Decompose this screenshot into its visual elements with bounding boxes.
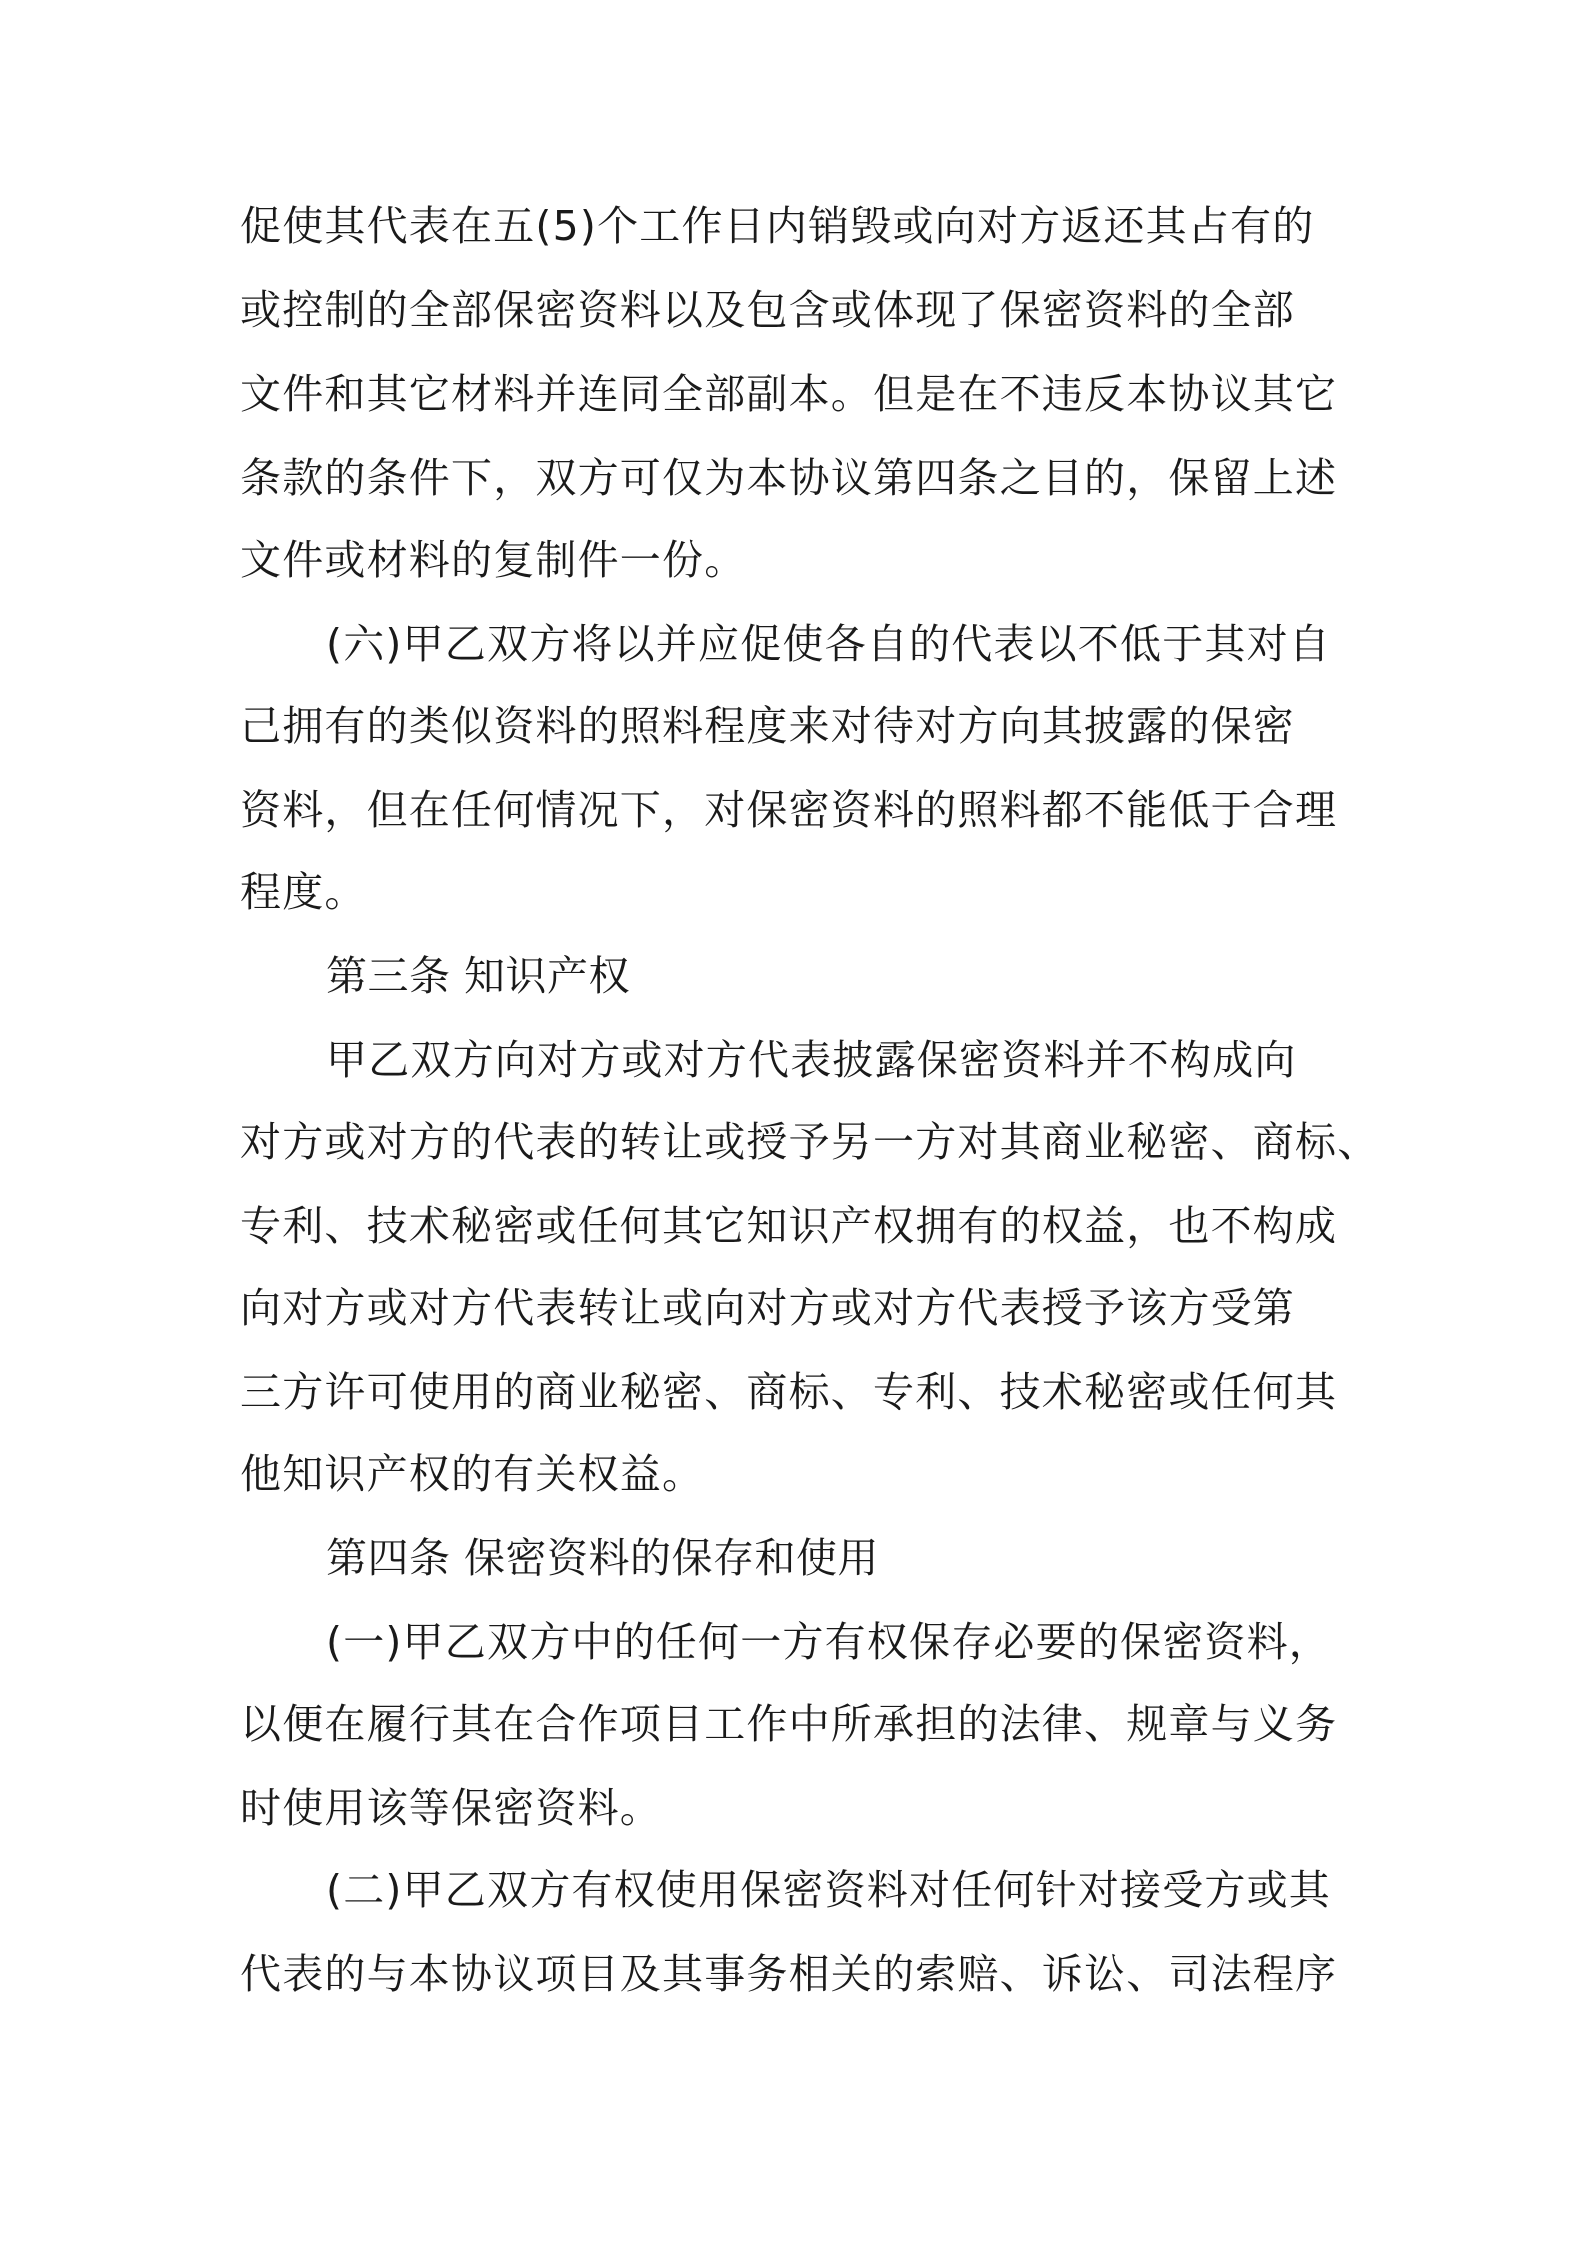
paragraph-line: 对方或对方的代表的转让或授予另一方对其商业秘密、商标、 (240, 1118, 1380, 1166)
paragraph-line: 他知识产权的有关权益。 (240, 1450, 705, 1498)
paragraph-line: 文件或材料的复制件一份。 (240, 536, 747, 584)
paragraph-line: 文件和其它材料并连同全部副本。但是在不违反本协议其它 (240, 370, 1338, 418)
paragraph-line: 己拥有的类似资料的照料程度来对待对方向其披露的保密 (240, 702, 1295, 750)
paragraph-line: 以便在履行其在合作项目工作中所承担的法律、规章与义务 (240, 1700, 1338, 1748)
paragraph-line: (六)甲乙双方将以并应促使各自的代表以不低于其对自 (326, 620, 1331, 668)
paragraph-line: 程度。 (240, 868, 367, 916)
paragraph-line: 资料，但在任何情况下，对保密资料的照料都不能低于合理 (240, 786, 1338, 834)
paragraph-line: 促使其代表在五(5)个工作日内销毁或向对方返还其占有的 (240, 202, 1315, 250)
paragraph-line: (一)甲乙双方中的任何一方有权保存必要的保密资料， (326, 1618, 1331, 1666)
section-heading: 第四条 保密资料的保存和使用 (326, 1534, 880, 1582)
paragraph-line: 向对方或对方代表转让或向对方或对方代表授予该方受第 (240, 1284, 1295, 1332)
paragraph-line: 条款的条件下，双方可仅为本协议第四条之目的，保留上述 (240, 454, 1338, 502)
paragraph-line: 三方许可使用的商业秘密、商标、专利、技术秘密或任何其 (240, 1368, 1338, 1416)
paragraph-line: 时使用该等保密资料。 (240, 1784, 662, 1832)
paragraph-line: 专利、技术秘密或任何其它知识产权拥有的权益，也不构成 (240, 1202, 1338, 1250)
paragraph-line: 代表的与本协议项目及其事务相关的索赔、诉讼、司法程序 (240, 1950, 1338, 1998)
paragraph-line: 或控制的全部保密资料以及包含或体现了保密资料的全部 (240, 286, 1295, 334)
section-heading: 第三条 知识产权 (326, 952, 631, 1000)
paragraph-line: (二)甲乙双方有权使用保密资料对任何针对接受方或其 (326, 1866, 1331, 1914)
paragraph-line: 甲乙双方向对方或对方代表披露保密资料并不构成向 (326, 1036, 1297, 1084)
